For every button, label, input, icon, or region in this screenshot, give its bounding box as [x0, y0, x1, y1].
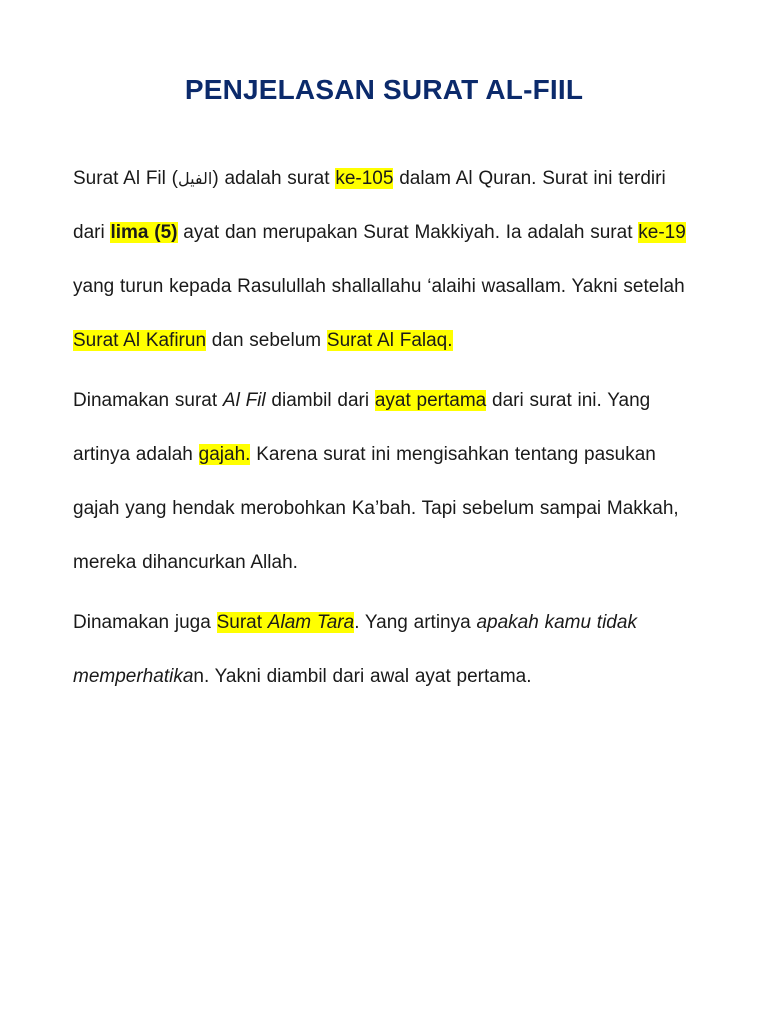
highlight-revelation-order: ke-19 [638, 222, 686, 243]
text-segment: Dinamakan juga [73, 612, 217, 633]
text-segment: diambil dari [265, 390, 375, 411]
highlight-first-verse: ayat pertama [374, 390, 487, 411]
text-segment: Surat Al Fil ( [73, 168, 178, 189]
document-body [73, 152, 698, 704]
text-segment: Dinamakan surat [73, 390, 223, 411]
paragraph-3 [73, 596, 698, 704]
arabic-name-text: الفيل [177, 169, 213, 188]
highlight-next-surah: Surat Al Falaq. [326, 330, 453, 351]
paragraph-1 [73, 152, 698, 368]
italic-surah-name: Al Fil [222, 390, 266, 411]
highlight-meaning: gajah. [198, 444, 251, 465]
highlight-surah-number: ke-105 [335, 168, 394, 189]
text-segment: n. Yakni diambil dari awal ayat pertama. [193, 666, 532, 687]
highlight-alt-name-prefix: Surat [216, 612, 268, 633]
text-segment: . Yang artinya [354, 612, 477, 633]
text-segment: ayat dan merupakan Surat Makkiyah. Ia adalah surat [177, 222, 639, 243]
text-segment: Karena surat ini mengisahkan tentang pasukan gajah yang hendak merobohkan Ka’bah. Tapi sebelum sampai Makkah, mereka dihancurkan Allah. [73, 444, 679, 573]
text-segment: dan sebelum [206, 330, 327, 351]
text-segment: dalam Al Quran. Surat ini terdiri dari [73, 168, 666, 243]
paragraph-2 [73, 374, 698, 590]
text-segment: yang turun kepada Rasulullah shallallahu ‘alaihi wasallam. Yakni setelah [73, 276, 685, 297]
text-segment: ) adalah surat [212, 168, 336, 189]
highlight-alt-name: Alam Tara [267, 612, 355, 633]
highlight-verse-count: lima (5) [110, 222, 178, 243]
italic-translation: apakah kamu tidak memperhatika [73, 612, 637, 687]
highlight-previous-surah: Surat Al Kafirun [73, 330, 207, 351]
text-segment: dari surat ini. Yang artinya adalah [73, 390, 651, 465]
document-title: PENJELASAN SURAT AL-FIIL [184, 74, 584, 105]
